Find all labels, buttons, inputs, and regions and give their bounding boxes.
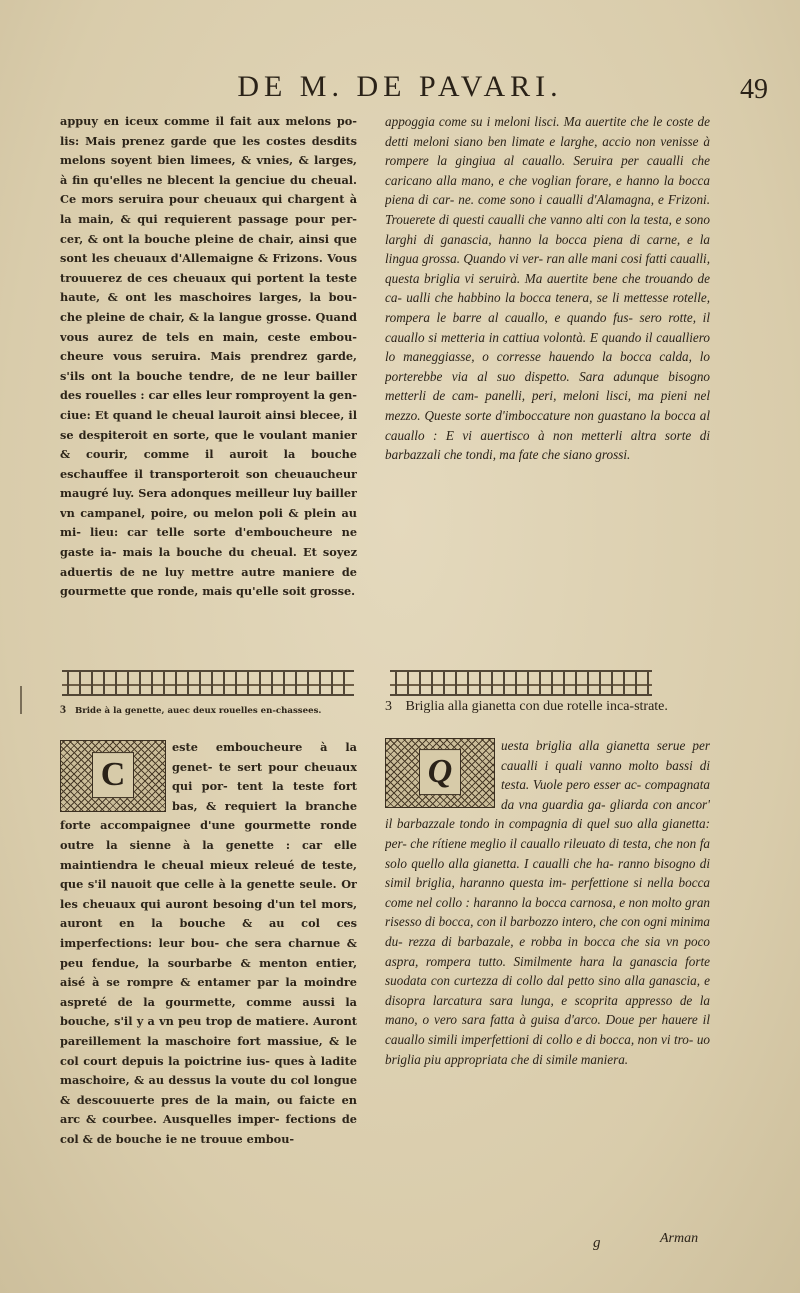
text-line: que celle à la genette seule. Or les cheuaux xyxy=(60,877,357,911)
text-line: seruirà. Ma auertite bene che trouando de ca- xyxy=(385,270,710,306)
text-line: que ronde, mais qu'elle soit grosse. xyxy=(130,584,356,599)
text-line: Ce mors seruira pour cheuaux qui chargent xyxy=(60,192,345,207)
text-line: per caualli i quali vanno molto xyxy=(501,738,710,773)
text-line: E quando il caualliero lo maneggiasse, o corresse xyxy=(385,329,710,365)
caption-text: Briglia alla gianetta con due rotelle inca-strate. xyxy=(405,699,668,714)
text-line: petto sino alla ganascia, e disopra larcatura sara xyxy=(385,973,710,1008)
text-line: che rítiene meglio il cauallo rileuato di testa, che xyxy=(410,835,673,851)
french-paragraph-2 xyxy=(60,738,357,1218)
text-line: Vous trouuerez de ces cheuaux qui portent la xyxy=(60,251,357,285)
italian-figure-caption xyxy=(385,697,710,716)
text-line: siano grossi. xyxy=(563,447,631,463)
text-line: gliarda con ancor' il barbazzale xyxy=(385,796,710,832)
text-line: à fin qu'elles ne blecent la genciue du cheual. xyxy=(60,172,357,187)
text-line: rouelles : car elles leur romproyent la gen- xyxy=(85,388,357,403)
french-paragraph-1 xyxy=(60,112,357,632)
text-line: aussi la bouche, s'il y a vn peu trop de matiere. xyxy=(60,994,357,1029)
text-line: ciue: Et quand le cheual lauroit ainsi blecee, xyxy=(60,407,345,422)
text-line: ou faicte en arc & courbee. Ausquelles imper- xyxy=(60,1092,357,1127)
text-line: massiue, & le col court depuis la poictrine ius- xyxy=(60,1033,357,1068)
text-line: accio non venisse à rompere la gingiua al cauallo. xyxy=(385,133,710,169)
text-line: la bouche & au col ces imperfections: leur bou- xyxy=(60,916,357,950)
text-line: dispetto. Sara adunque bisogno metterli de cam- xyxy=(385,368,710,404)
text-line: le coste de detti meloni siano ben limate e larghe, xyxy=(385,114,710,149)
text-line: piena di carne, e la lingua grossa. Quando vi ver- xyxy=(385,231,710,267)
text-line: luy. Sera adonques meilleur luy bailler vn xyxy=(60,486,357,520)
text-line: lunga, e scoprita appresso de la mano, o vero sara xyxy=(385,992,710,1028)
text-line: Trouerete di questi caualli che vanno alti con la xyxy=(385,211,641,227)
decorated-initial xyxy=(60,740,166,812)
text-line: melons soyent bien limees, & vnies, & larges, xyxy=(60,153,357,168)
text-line: il se despiteroit en sorte, que le voulant manier xyxy=(60,407,357,442)
text-line: panelli, peri, meloni lisci, ma pieni nel mezzo. xyxy=(385,388,710,423)
text-line: la moindre aspreté de la gourmette, comme xyxy=(60,975,357,1009)
text-line: fections de col & de bouche ie ne trouue embou- xyxy=(60,1112,357,1146)
italian-paragraph-2 xyxy=(385,736,710,1226)
text-line: ranno bisogno di simil briglia, haranno questa im- xyxy=(385,855,710,891)
text-line: simili imperfettioni di collo e di bocca, non vi tro- xyxy=(428,1031,694,1047)
text-line: Seruira per caualli che caricano alla mano, e xyxy=(385,153,710,188)
text-line: lieu: car telle sorte d'emboucheure ne gaste ia- xyxy=(60,525,357,560)
text-line: poco aspra, rompera tutto. Similmente hara la xyxy=(385,933,710,969)
french-figure-caption xyxy=(60,701,357,719)
text-line: d'une gourmette ronde outre xyxy=(60,818,357,852)
text-line: este emboucheure à la genet- xyxy=(172,740,357,774)
text-line: à la main, & qui requierent passage pour per- xyxy=(60,192,357,226)
text-line: con il barbozzo intero, che con ogni minima du- xyxy=(385,914,710,949)
text-line: vous aurez de tels en main, ceste embou- xyxy=(60,329,357,344)
text-line: perfettione si nella bocca come nel collo : haranno xyxy=(385,875,710,910)
text-line: qui auront besoing d'un tel mors, auront en xyxy=(60,896,357,931)
text-line: Auront pareillement la maschoire fort xyxy=(60,1014,357,1048)
text-line: il transporteroit son cheuaucheur maugré xyxy=(60,466,357,501)
text-line: & courir, comme il auroit la bouche eschauffee xyxy=(60,447,357,481)
ornament-divider-right xyxy=(390,670,652,696)
text-line: compagnata da vna guardia ga- xyxy=(501,777,710,812)
text-line: sero rotte, il cauallo si metteria in cattiua volontà. xyxy=(385,309,710,345)
text-line: tondo in compagnia di quel suo alla gianetta: per- xyxy=(385,816,710,851)
text-line: cer, & ont la bouche pleine de chair, ainsi que xyxy=(60,231,357,246)
text-line: te sert pour cheuaux qui por- xyxy=(172,759,357,794)
text-line: la bocca carnosa, e non molto gran risesso di bocca, xyxy=(385,894,710,930)
text-line: campanel, poire, ou melon poli & plein au mi- xyxy=(60,505,357,540)
text-line: rotelle, rompera le barre al cauallo, e quando fus- xyxy=(385,290,710,325)
italian-paragraph-1 xyxy=(385,112,710,562)
text-line: bocca al cauallo : E vi auertisco à non metterli xyxy=(385,407,710,443)
text-line: la sienne à la genette : car elle maintiendra le xyxy=(60,837,357,872)
text-line: hauendo la bocca calda, lo porterebbe via al suo xyxy=(385,349,710,384)
text-line: bassi di testa. Vuole pero esser ac- xyxy=(501,757,710,793)
text-line: testa, e sono larghi di ganascia, hanno la bocca xyxy=(385,211,710,247)
text-line: sont les cheuaux d'Allemaigne & Frizons. xyxy=(60,251,323,266)
text-line: mais la bouche du cheual. Et soyez aduertis xyxy=(60,545,357,579)
text-line: cheual mieux releué de teste, que s'il nauoit xyxy=(60,857,357,892)
text-line: la branche forte accompaignee xyxy=(60,798,357,833)
text-line: appoggia come su i meloni lisci. Ma auertite che xyxy=(385,114,649,129)
caption-number: 3 xyxy=(60,702,66,716)
caption-number: 3 xyxy=(385,699,392,714)
text-line: lis: Mais prenez garde que les costes desdits xyxy=(60,133,357,148)
ornament-divider-left xyxy=(62,670,354,696)
text-line: ganascia forte suodata con curtezza di collo dal xyxy=(385,953,710,989)
text-line: ne. come sono i caualli d'Alamagna, e Frizoni. xyxy=(458,192,710,208)
text-line: de ne luy mettre autre maniere de gourmette xyxy=(60,564,357,599)
page-number: 49 xyxy=(740,74,768,105)
margin-mark xyxy=(20,686,22,714)
text-line: uesta briglia alla gianetta serue xyxy=(501,738,686,753)
text-line: che pleine de chair, & la langue grosse. Quand xyxy=(60,309,357,324)
text-line: altra sorte di barbazzali che tondi, ma fate che xyxy=(385,427,710,463)
text-block xyxy=(385,112,710,465)
text-line: tent la teste fort bas, & requiert xyxy=(172,779,357,813)
text-line: menton entier, aisé à se rompre & entamer par xyxy=(60,955,357,990)
text-line: teste haute, & ont les maschoires larges, la bou- xyxy=(60,270,357,305)
catchword: Arman xyxy=(660,1231,699,1246)
text-line: Queste sorte d'imboccature non guastano la xyxy=(424,407,661,423)
decorated-initial xyxy=(385,738,495,808)
text-line: rezza di barbazale, e robba in bocca che sia vn xyxy=(408,933,679,949)
initial-letter: C xyxy=(92,752,134,798)
caption-text: Bride à la genette, auec deux rouelles en-chassees. xyxy=(75,706,322,716)
text-line: ran alle mani cosi fatti caualli, questa briglia vi xyxy=(385,251,710,286)
text-line: appuy en iceux comme il fait aux melons po- xyxy=(60,114,357,128)
running-head: DE M. DE PAVARI. xyxy=(237,70,563,103)
text-line: ques à ladite maschoire, & au dessus la voute xyxy=(60,1053,357,1088)
initial-letter: Q xyxy=(419,749,461,795)
text-line: ualli che habbino la bocca tenera, se li mettesse xyxy=(406,290,669,306)
signature-mark: g xyxy=(593,1235,601,1251)
text-line: che sera charnue & peu fendue, la sourbarbe & xyxy=(60,935,357,970)
text-block xyxy=(60,112,357,602)
text-line: s'ils ont la bouche tendre, de ne leur bailler des xyxy=(60,368,357,403)
text-line: non fa solo quello alla gianetta. I caualli che ha- xyxy=(385,835,710,871)
text-line: fatta à guisa d'arco. Doue per hauere il cauallo xyxy=(385,1012,710,1047)
text-line: cheure vous seruira. Mais prendrez garde, xyxy=(60,349,357,364)
text-line: che voglian forare, e hanno la bocca piena di car- xyxy=(385,172,710,208)
text-line: du col longue & descouuerte pres de la main, xyxy=(60,1073,357,1107)
text-line: uo briglia piu appropriata che di simile maniera. xyxy=(385,1031,710,1067)
